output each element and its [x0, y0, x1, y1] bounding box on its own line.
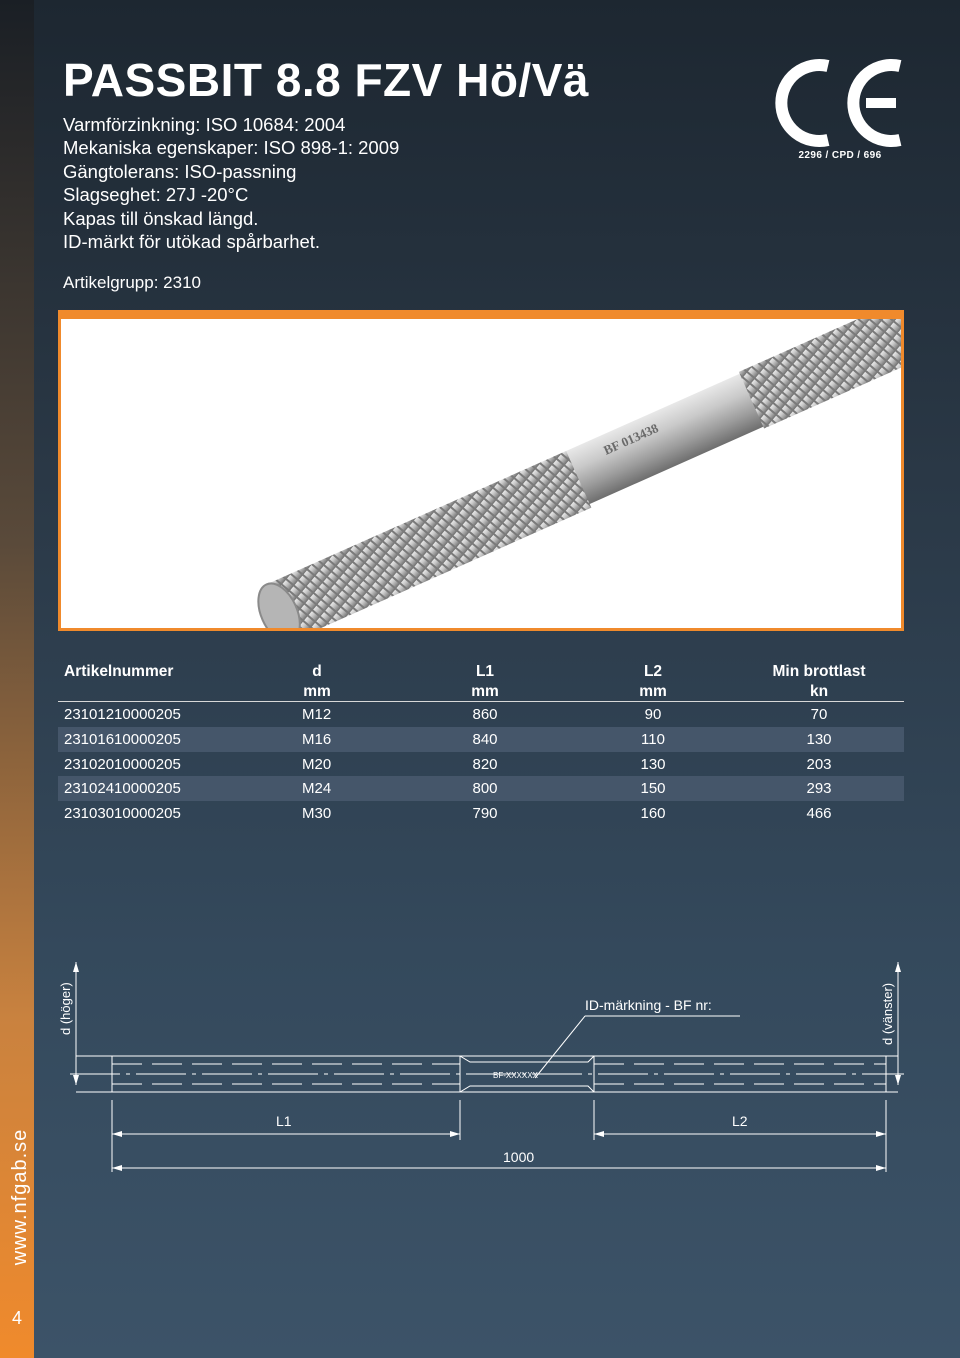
- label-bf-number: BF-XXXXXX: [493, 1071, 538, 1080]
- spec-cut-length: Kapas till önskad längd.: [63, 207, 259, 229]
- cell-d: M16: [302, 730, 332, 748]
- header-l1-label: L1: [475, 663, 495, 680]
- table-row: [58, 752, 904, 777]
- cell-article: 23102410000205: [64, 780, 181, 798]
- ce-code: 2296 / CPD / 696: [798, 150, 882, 161]
- header-min-unit: kn: [809, 683, 829, 700]
- cell-l2: 150: [640, 780, 666, 798]
- cell-l2: 160: [640, 805, 666, 823]
- spec-id-marked: ID-märkt för utökad spårbarhet.: [63, 231, 321, 253]
- table-row: [58, 702, 904, 727]
- cell-l1: 860: [472, 706, 498, 723]
- header-d: [302, 662, 332, 702]
- cell-d: M20: [302, 755, 332, 773]
- cell-d: M12: [302, 706, 332, 723]
- table-row: [58, 801, 904, 826]
- cell-article: 23101210000205: [64, 706, 181, 723]
- cell-article: 23102010000205: [64, 755, 181, 773]
- cell-l1: 840: [472, 730, 498, 748]
- spec-galvanizing: Varmförzinkning: ISO 10684: 2004: [63, 114, 346, 135]
- table-header: [58, 660, 904, 702]
- product-table: [58, 660, 904, 826]
- cell-d: M30: [302, 805, 332, 823]
- website-url[interactable]: www.nfgab.se: [8, 1128, 31, 1266]
- cell-l2: 90: [644, 706, 662, 723]
- header-l2: [638, 662, 668, 702]
- article-group: Artikelgrupp: 2310: [63, 273, 201, 292]
- label-d-right: d (höger): [58, 982, 73, 1035]
- cell-l1: 790: [472, 805, 498, 823]
- label-total-length: 1000: [503, 1149, 535, 1165]
- cell-article: 23101610000205: [64, 730, 181, 748]
- header-min-label: Min brottlast: [772, 663, 866, 680]
- table-row: [58, 776, 904, 801]
- header-l2-label: L2: [643, 663, 663, 680]
- technical-drawing: [40, 950, 940, 1180]
- cell-min-load: 203: [806, 755, 832, 773]
- label-l1: L1: [276, 1113, 292, 1129]
- page-title: PASSBIT 8.8 FZV Hö/Vä: [63, 54, 589, 106]
- header-l2-unit: mm: [639, 683, 667, 700]
- cell-l2: 110: [641, 730, 665, 748]
- header-l1: [470, 662, 500, 702]
- header-d-unit: mm: [303, 683, 331, 700]
- cell-l2: 130: [640, 755, 666, 773]
- header-article-number: Artikelnummer: [64, 663, 174, 680]
- cell-l1: 800: [472, 780, 498, 798]
- cell-min-load: 70: [810, 706, 828, 723]
- rod-marking: BF 013438: [601, 420, 661, 458]
- cell-article: 23103010000205: [64, 805, 181, 823]
- page-number: 4: [11, 1308, 22, 1328]
- spec-thread-tolerance: Gängtolerans: ISO-passning: [63, 160, 297, 182]
- cell-min-load: 466: [806, 805, 832, 823]
- header-d-label: d: [312, 663, 322, 680]
- cell-min-load: 130: [806, 730, 832, 748]
- cell-d: M24: [302, 780, 332, 798]
- header-min-load: [769, 662, 869, 702]
- cell-l1: 820: [472, 755, 498, 773]
- label-id-marking: ID-märkning - BF nr:: [585, 997, 712, 1013]
- product-photo: [61, 319, 901, 628]
- label-l2: L2: [732, 1113, 748, 1129]
- specifications: [63, 113, 399, 253]
- spec-mechanical: Mekaniska egenskaper: ISO 898-1: 2009: [63, 137, 400, 159]
- header-l1-unit: mm: [471, 683, 499, 700]
- table-row: [58, 727, 904, 752]
- product-photo-frame: [58, 310, 904, 631]
- cell-min-load: 293: [806, 780, 832, 798]
- spec-impact: Slagseghet: 27J -20°C: [63, 184, 249, 206]
- label-d-left: d (vänster): [880, 982, 895, 1045]
